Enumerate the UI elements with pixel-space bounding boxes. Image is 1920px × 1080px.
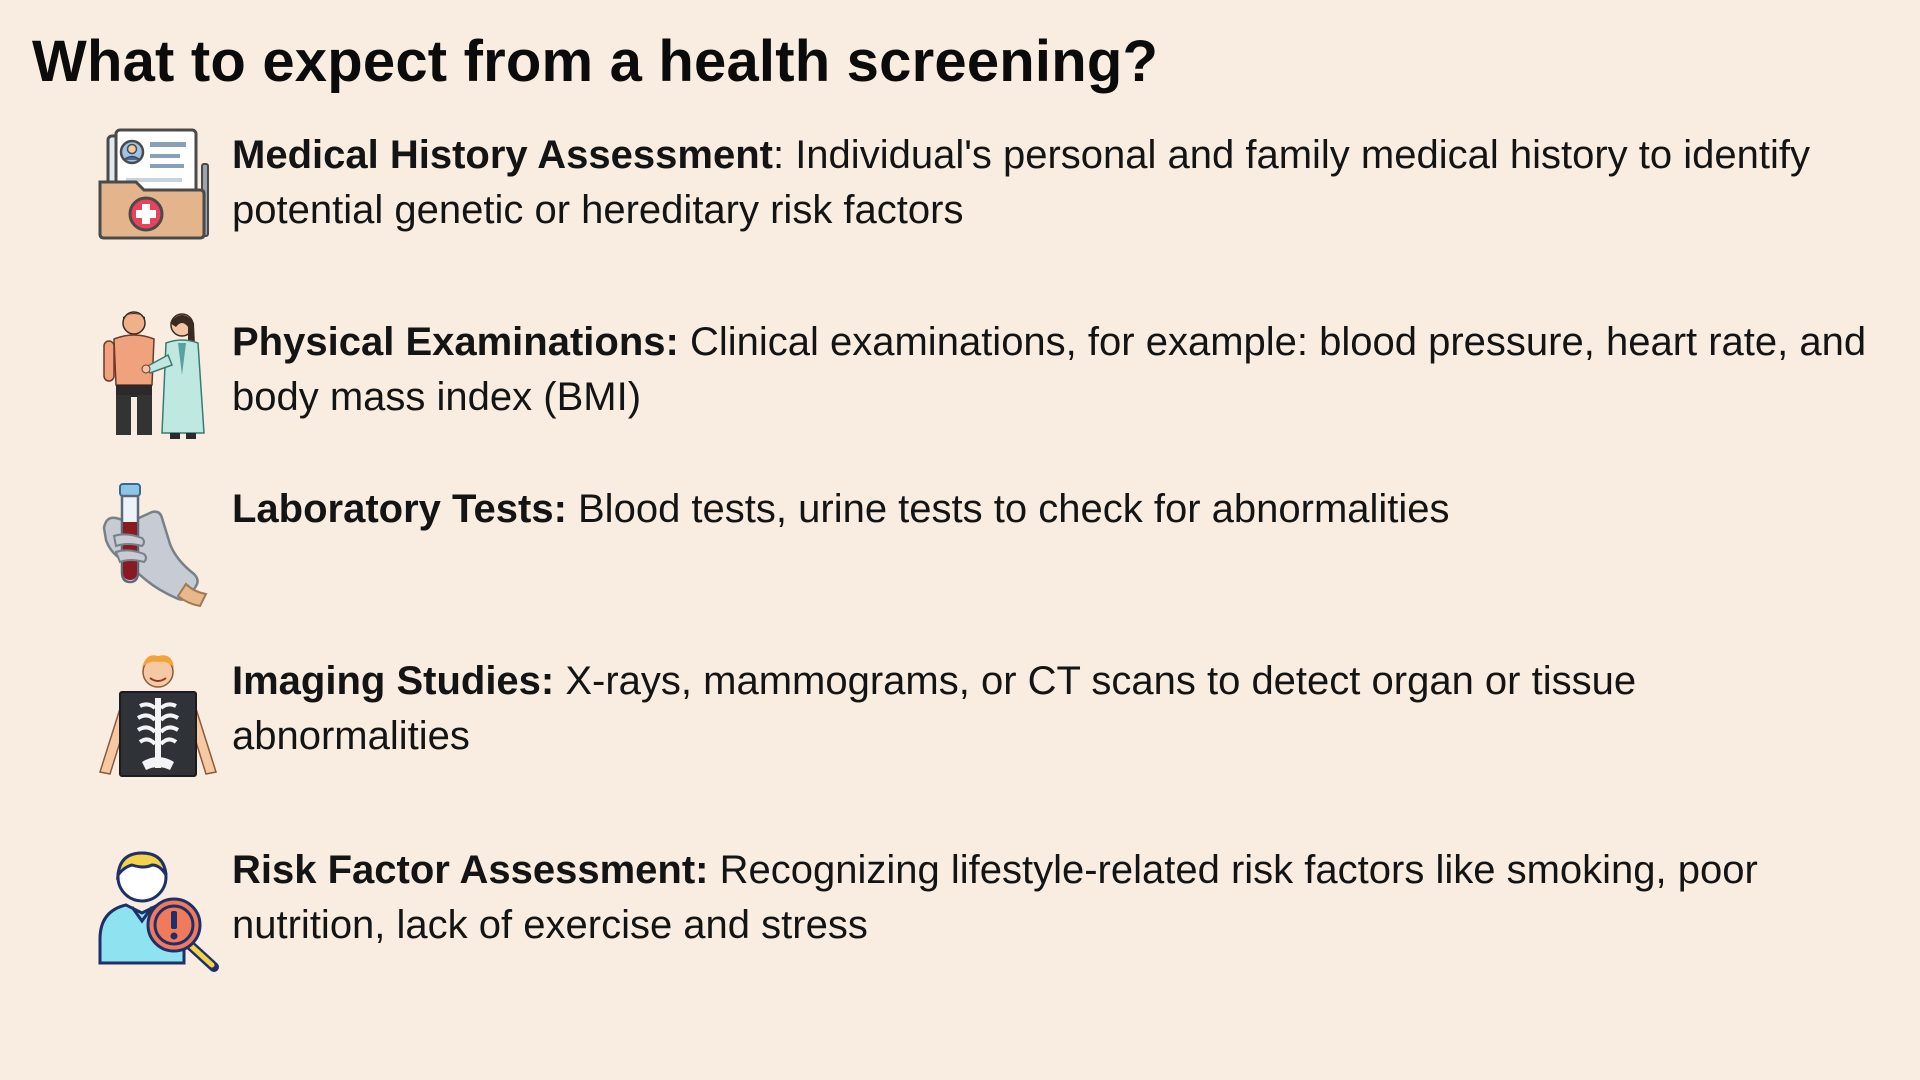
item-description: Blood tests, urine tests to check for abnormalities <box>566 487 1450 531</box>
item-label: Physical Examinations: <box>232 320 679 364</box>
item-label: Imaging Studies: <box>232 659 555 703</box>
doctor-patient-icon <box>96 315 220 439</box>
item-description: Recognizing lifestyle-related risk factors like smoking, poor nutrition, lack of exercise and stress <box>232 848 1758 947</box>
list-item-medical-history <box>96 128 1896 252</box>
list-item-physical-examinations <box>96 315 1896 439</box>
item-description: Clinical examinations, for example: blood pressure, heart rate, and body mass index (BMI) <box>232 320 1867 419</box>
risk-magnifier-icon <box>96 843 220 967</box>
medical-folder-icon <box>96 128 220 252</box>
list-item-laboratory-tests <box>96 482 1896 606</box>
item-description: X-rays, mammograms, or CT scans to detect organ or tissue abnormalities <box>232 659 1637 758</box>
item-label: Risk Factor Assessment: <box>232 848 709 892</box>
xray-person-icon <box>96 654 220 778</box>
item-description: : Individual's personal and family medical history to identify potential genetic or hereditary risk factors <box>232 133 1810 232</box>
item-label: Medical History Assessment <box>232 133 773 177</box>
blood-test-tube-icon <box>96 482 220 606</box>
list-item-risk-factor-assessment <box>96 843 1896 967</box>
list-item-imaging-studies <box>96 654 1896 778</box>
page-title: What to expect from a health screening? <box>32 29 1159 94</box>
item-label: Laboratory Tests: <box>232 487 567 531</box>
